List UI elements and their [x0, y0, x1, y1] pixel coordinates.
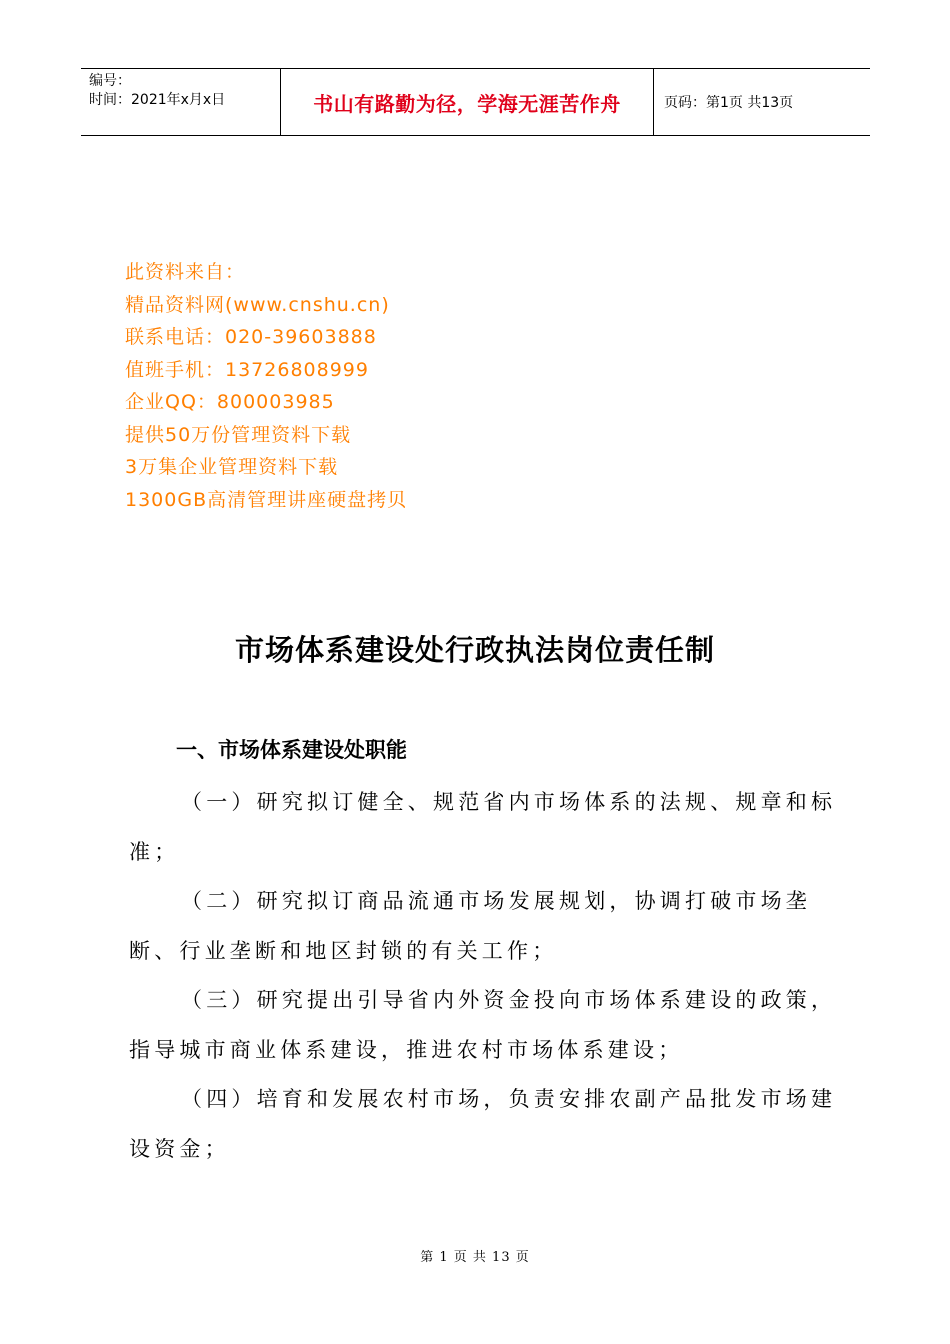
source-line: 精品资料网(www.cnshu.cn): [125, 293, 390, 316]
page-footer: 第 1 页 共 13 页: [420, 1250, 530, 1265]
page-header: [81, 68, 870, 136]
source-line: 此资料来自：: [125, 261, 246, 283]
document-body: [129, 778, 844, 1174]
body-paragraph: （二）研究拟订商品流通市场发展规划，协调打破市场垄断、行业垄断和地区封锁的有关工作；: [129, 889, 811, 963]
section-heading: 一、市场体系建设处职能: [176, 738, 407, 762]
source-line: 1300GB高清管理讲座硬盘拷贝: [125, 488, 408, 511]
header-meta-cell: [81, 69, 281, 135]
source-line: 联系电话：020-39603888: [125, 326, 377, 348]
body-paragraph: （三）研究提出引导省内外资金投向市场体系建设的政策，指导城市商业体系建设，推进农村市场体系建设；: [129, 988, 837, 1062]
header-page-label: 页码：第1页 共13页: [664, 95, 794, 111]
source-info-block: [125, 256, 407, 516]
source-line: 企业QQ：800003985: [125, 391, 335, 413]
source-line: 3万集企业管理资料下载: [125, 456, 339, 478]
body-paragraph: （一）研究拟订健全、规范省内市场体系的法规、规章和标准；: [129, 790, 837, 864]
source-line: 提供50万份管理资料下载: [125, 423, 352, 446]
header-number-label: 编号：: [89, 73, 131, 89]
source-line: 值班手机：13726808999: [125, 358, 369, 381]
header-motto: 书山有路勤为径，学海无涯苦作舟: [281, 69, 654, 135]
header-date-label: 时间：2021年x月x日: [89, 92, 226, 108]
body-paragraph: （四）培育和发展农村市场，负责安排农副产品批发市场建设资金；: [129, 1087, 837, 1161]
document-title: 市场体系建设处行政执法岗位责任制: [234, 633, 715, 667]
